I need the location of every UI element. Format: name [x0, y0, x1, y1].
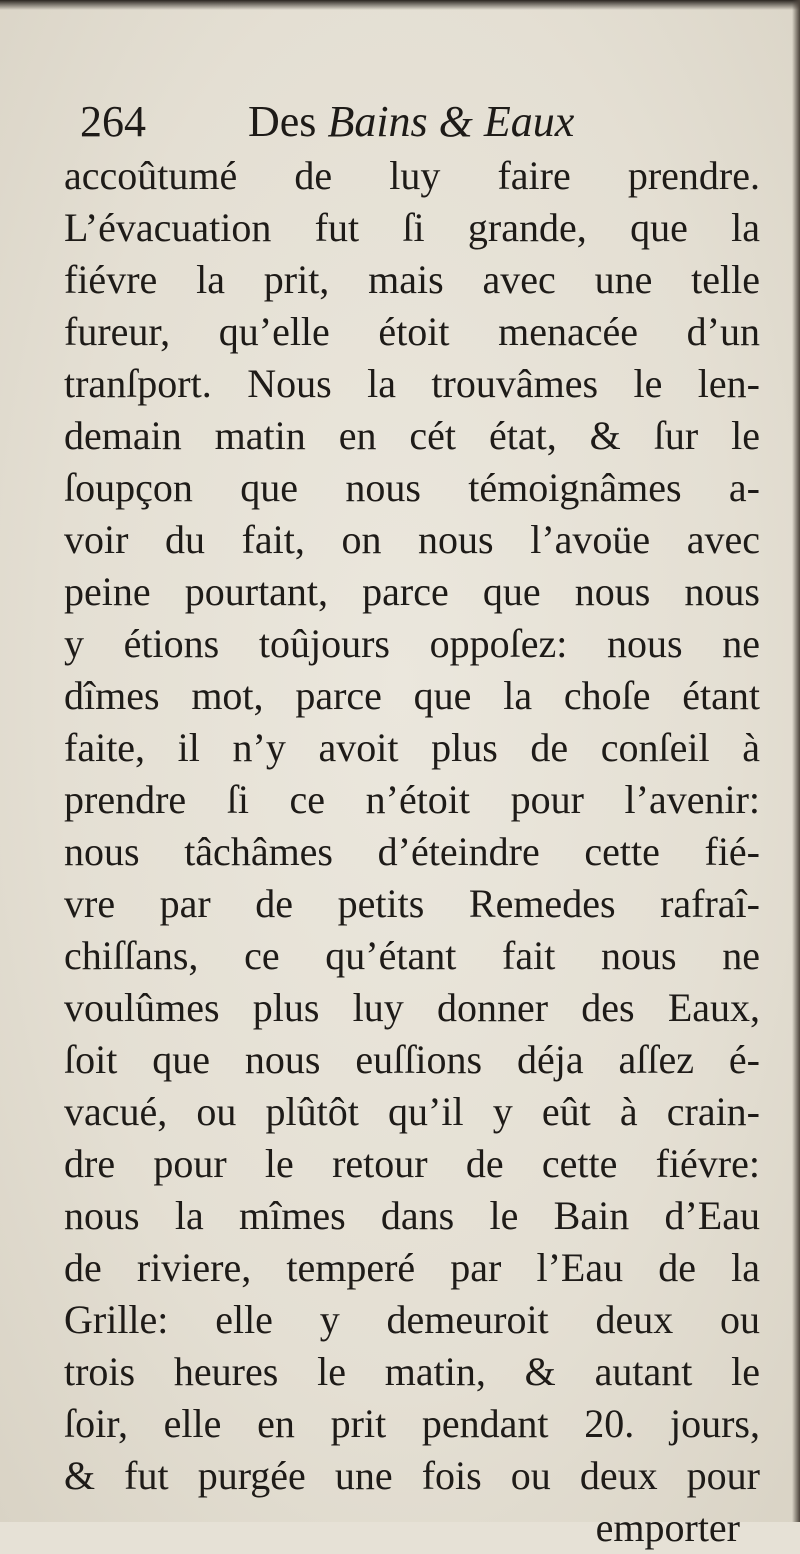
text-line: peine pourtant, parce que nous nous	[64, 569, 760, 614]
text-line: chiſſans, ce qu’étant fait nous ne	[64, 933, 760, 978]
text-line: tranſport. Nous la trouvâmes le len-	[64, 361, 760, 406]
text-line: dre pour le retour de cette fiévre:	[64, 1141, 760, 1186]
text-line: voir du fait, on nous l’avoüe avec	[64, 517, 760, 562]
text-line: accoûtumé de luy faire prendre.	[64, 153, 760, 198]
page-top-shadow	[0, 0, 800, 10]
running-header	[80, 92, 740, 152]
text-line: L’évacuation fut ſi grande, que la	[64, 205, 760, 250]
text-line: prendre ſi ce n’étoit pour l’avenir:	[64, 777, 760, 822]
text-line: nous la mîmes dans le Bain d’Eau	[64, 1193, 760, 1238]
text-line: vre par de petits Remedes rafraî-	[64, 881, 760, 926]
text-line: fiévre la prit, mais avec une telle	[64, 257, 760, 302]
running-title-roman: Des	[248, 97, 328, 146]
text-line: de riviere, temperé par l’Eau de la	[64, 1245, 760, 1290]
text-line: fureur, qu’elle étoit menacée d’un	[64, 309, 760, 354]
text-line: Grille: elle y demeuroit deux ou	[64, 1297, 760, 1342]
page-binding-edge	[792, 0, 800, 1522]
text-line: y étions toûjours oppoſez: nous ne	[64, 621, 760, 666]
text-line: ſoit que nous euſſions déja aſſez é-	[64, 1037, 760, 1082]
running-title-italic: Bains & Eaux	[327, 97, 575, 146]
running-title	[248, 92, 574, 152]
text-line: dîmes mot, parce que la choſe étant	[64, 673, 760, 718]
text-line: faite, il n’y avoit plus de conſeil à	[64, 725, 760, 770]
text-line: voulûmes plus luy donner des Eaux,	[64, 985, 760, 1030]
text-line: ſoupçon que nous témoignâmes a-	[64, 465, 760, 510]
text-line: vacué, ou plûtôt qu’il y eût à crain-	[64, 1089, 760, 1134]
catchword: emporter	[595, 1505, 740, 1550]
text-line: nous tâchâmes d’éteindre cette fié-	[64, 829, 760, 874]
text-line: trois heures le matin, & autant le	[64, 1349, 760, 1394]
page-number: 264	[80, 97, 146, 146]
body-text	[64, 150, 760, 1554]
text-line: & fut purgée une fois ou deux pour	[64, 1453, 760, 1498]
text-line: demain matin en cét état, & ſur le	[64, 413, 760, 458]
text-line: ſoir, elle en prit pendant 20. jours,	[64, 1401, 760, 1446]
